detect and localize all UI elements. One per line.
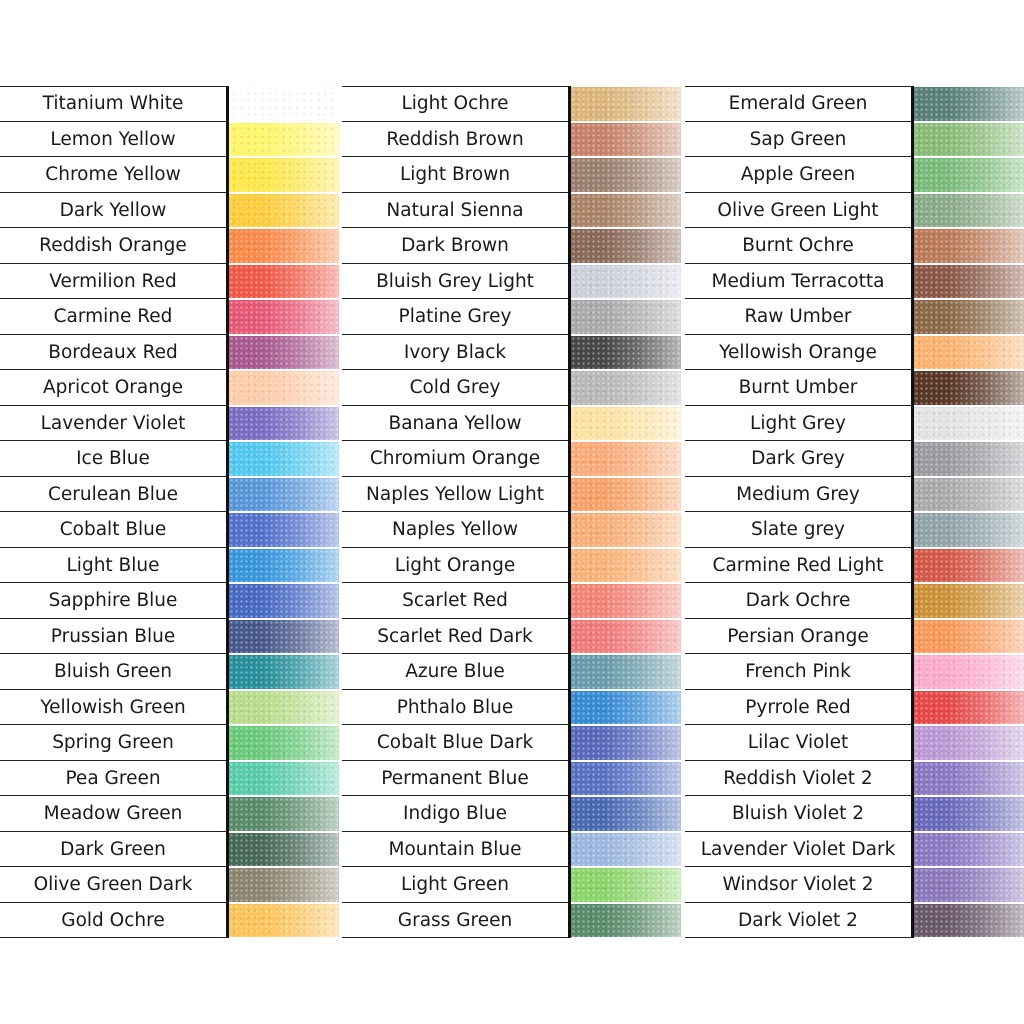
color-row <box>685 193 1024 229</box>
color-row <box>342 654 681 690</box>
color-swatch <box>571 513 681 547</box>
color-row <box>342 832 681 868</box>
color-row <box>342 122 681 158</box>
color-row <box>342 264 681 300</box>
color-swatch <box>571 229 681 263</box>
color-name: Azure Blue <box>342 654 568 690</box>
color-row <box>0 122 339 158</box>
color-name: Spring Green <box>0 725 226 761</box>
color-name: Dark Ochre <box>685 583 911 619</box>
color-swatch <box>571 123 681 157</box>
color-swatch <box>571 478 681 512</box>
color-row <box>342 477 681 513</box>
color-name: Light Grey <box>685 406 911 442</box>
color-swatch <box>229 229 339 263</box>
color-name: Lavender Violet <box>0 406 226 442</box>
color-swatch <box>914 123 1024 157</box>
color-swatch <box>914 797 1024 831</box>
color-name: Medium Grey <box>685 477 911 513</box>
color-row <box>342 725 681 761</box>
color-row <box>0 690 339 726</box>
color-swatch <box>229 549 339 583</box>
color-name: Dark Brown <box>342 228 568 264</box>
color-name: Cold Grey <box>342 370 568 406</box>
color-name: Apricot Orange <box>0 370 226 406</box>
color-name: Light Orange <box>342 548 568 584</box>
color-swatch <box>571 549 681 583</box>
color-chart <box>0 86 1024 938</box>
color-name: Natural Sienna <box>342 193 568 229</box>
color-row <box>0 903 339 939</box>
color-name: Light Brown <box>342 157 568 193</box>
color-name: Platine Grey <box>342 299 568 335</box>
color-swatch <box>914 300 1024 334</box>
color-row <box>685 299 1024 335</box>
color-swatch <box>914 513 1024 547</box>
color-swatch <box>914 620 1024 654</box>
color-swatch <box>914 833 1024 867</box>
color-swatch <box>571 300 681 334</box>
color-row <box>342 299 681 335</box>
color-row <box>685 477 1024 513</box>
color-swatch <box>914 265 1024 299</box>
color-row <box>342 370 681 406</box>
color-name: Naples Yellow <box>342 512 568 548</box>
color-swatch <box>229 904 339 938</box>
color-name: Ivory Black <box>342 335 568 371</box>
color-name: Bluish Grey Light <box>342 264 568 300</box>
color-swatch <box>571 194 681 228</box>
color-row <box>342 867 681 903</box>
color-row <box>0 335 339 371</box>
color-row <box>685 619 1024 655</box>
color-row <box>685 264 1024 300</box>
column-divider <box>226 86 229 938</box>
color-row <box>0 619 339 655</box>
color-swatch <box>914 194 1024 228</box>
color-name: Gold Ochre <box>0 903 226 939</box>
color-name: Cobalt Blue Dark <box>342 725 568 761</box>
color-swatch <box>571 265 681 299</box>
color-swatch <box>229 584 339 618</box>
color-swatch <box>229 87 339 121</box>
color-swatch <box>914 655 1024 689</box>
color-swatch <box>229 300 339 334</box>
color-swatch <box>571 833 681 867</box>
color-row <box>342 548 681 584</box>
color-row <box>0 725 339 761</box>
color-swatch <box>229 833 339 867</box>
color-swatch <box>571 584 681 618</box>
color-name: Chromium Orange <box>342 441 568 477</box>
color-row <box>0 761 339 797</box>
color-row <box>685 370 1024 406</box>
color-name: Medium Terracotta <box>685 264 911 300</box>
color-swatch <box>571 797 681 831</box>
color-swatch <box>571 371 681 405</box>
color-name: Windsor Violet 2 <box>685 867 911 903</box>
color-swatch <box>914 726 1024 760</box>
color-swatch <box>571 868 681 902</box>
color-row <box>342 761 681 797</box>
column-divider <box>568 86 571 938</box>
color-swatch <box>229 691 339 725</box>
color-swatch <box>229 655 339 689</box>
color-name: Sapphire Blue <box>0 583 226 619</box>
color-name: Prussian Blue <box>0 619 226 655</box>
color-swatch <box>229 620 339 654</box>
color-name: Reddish Brown <box>342 122 568 158</box>
color-name: Dark Grey <box>685 441 911 477</box>
column-divider <box>911 86 914 938</box>
color-swatch <box>571 762 681 796</box>
color-swatch <box>914 158 1024 192</box>
color-row <box>685 725 1024 761</box>
color-swatch <box>571 336 681 370</box>
color-swatch <box>914 691 1024 725</box>
color-swatch <box>229 194 339 228</box>
color-name: Pea Green <box>0 761 226 797</box>
color-name: Olive Green Light <box>685 193 911 229</box>
color-row <box>685 441 1024 477</box>
color-row <box>0 796 339 832</box>
color-row <box>0 512 339 548</box>
color-name: Light Ochre <box>342 86 568 122</box>
color-row <box>0 157 339 193</box>
color-name: Olive Green Dark <box>0 867 226 903</box>
color-name: Permanent Blue <box>342 761 568 797</box>
color-name: Reddish Violet 2 <box>685 761 911 797</box>
color-row <box>342 86 681 122</box>
color-swatch <box>914 478 1024 512</box>
color-row <box>685 86 1024 122</box>
color-swatch <box>914 549 1024 583</box>
color-swatch <box>571 904 681 938</box>
color-swatch <box>229 158 339 192</box>
color-name: Persian Orange <box>685 619 911 655</box>
color-name: Apple Green <box>685 157 911 193</box>
color-name: Lemon Yellow <box>0 122 226 158</box>
color-name: Burnt Umber <box>685 370 911 406</box>
color-row <box>685 654 1024 690</box>
color-row <box>342 619 681 655</box>
color-swatch <box>914 762 1024 796</box>
color-name: Chrome Yellow <box>0 157 226 193</box>
color-name: Dark Green <box>0 832 226 868</box>
color-name: Dark Violet 2 <box>685 903 911 939</box>
color-name: Indigo Blue <box>342 796 568 832</box>
color-name: Bluish Green <box>0 654 226 690</box>
color-row <box>0 370 339 406</box>
color-swatch <box>229 123 339 157</box>
color-swatch <box>229 336 339 370</box>
color-row <box>0 264 339 300</box>
color-swatch <box>571 87 681 121</box>
color-row <box>0 548 339 584</box>
color-name: Carmine Red <box>0 299 226 335</box>
color-row <box>685 122 1024 158</box>
color-swatch <box>914 87 1024 121</box>
color-name: Reddish Orange <box>0 228 226 264</box>
color-name: Sap Green <box>685 122 911 158</box>
color-row <box>342 583 681 619</box>
color-row <box>685 512 1024 548</box>
color-row <box>342 193 681 229</box>
color-swatch <box>571 691 681 725</box>
color-swatch <box>914 868 1024 902</box>
color-row <box>685 228 1024 264</box>
color-swatch <box>229 868 339 902</box>
color-row <box>0 867 339 903</box>
color-swatch <box>571 655 681 689</box>
color-name: Yellowish Green <box>0 690 226 726</box>
color-swatch <box>571 158 681 192</box>
color-row <box>685 548 1024 584</box>
color-row <box>342 441 681 477</box>
color-row <box>685 406 1024 442</box>
color-row <box>342 157 681 193</box>
color-row <box>342 335 681 371</box>
color-name: Mountain Blue <box>342 832 568 868</box>
color-name: French Pink <box>685 654 911 690</box>
color-row <box>685 832 1024 868</box>
color-swatch <box>229 513 339 547</box>
color-row <box>342 406 681 442</box>
color-row <box>685 583 1024 619</box>
color-name: Cobalt Blue <box>0 512 226 548</box>
color-row <box>342 512 681 548</box>
color-row <box>0 583 339 619</box>
color-row <box>685 903 1024 939</box>
color-name: Banana Yellow <box>342 406 568 442</box>
color-name: Slate grey <box>685 512 911 548</box>
color-row <box>685 335 1024 371</box>
color-swatch <box>914 407 1024 441</box>
color-row <box>0 441 339 477</box>
color-name: Light Blue <box>0 548 226 584</box>
color-name: Naples Yellow Light <box>342 477 568 513</box>
color-row <box>0 654 339 690</box>
color-row <box>685 761 1024 797</box>
color-swatch <box>229 265 339 299</box>
color-swatch <box>914 371 1024 405</box>
color-swatch <box>571 620 681 654</box>
color-swatch <box>914 584 1024 618</box>
color-name: Grass Green <box>342 903 568 939</box>
color-name: Carmine Red Light <box>685 548 911 584</box>
color-row <box>342 228 681 264</box>
color-name: Burnt Ochre <box>685 228 911 264</box>
color-row <box>0 832 339 868</box>
color-name: Raw Umber <box>685 299 911 335</box>
color-name: Vermilion Red <box>0 264 226 300</box>
color-swatch <box>229 442 339 476</box>
color-row <box>685 867 1024 903</box>
color-name: Lilac Violet <box>685 725 911 761</box>
color-name: Emerald Green <box>685 86 911 122</box>
color-name: Phthalo Blue <box>342 690 568 726</box>
color-name: Scarlet Red <box>342 583 568 619</box>
color-name: Lavender Violet Dark <box>685 832 911 868</box>
color-row <box>342 903 681 939</box>
color-row <box>0 193 339 229</box>
color-row <box>685 690 1024 726</box>
color-swatch <box>914 904 1024 938</box>
color-swatch <box>229 407 339 441</box>
color-swatch <box>229 726 339 760</box>
color-name: Titanium White <box>0 86 226 122</box>
color-name: Yellowish Orange <box>685 335 911 371</box>
color-name: Cerulean Blue <box>0 477 226 513</box>
color-name: Ice Blue <box>0 441 226 477</box>
color-row <box>342 690 681 726</box>
color-swatch <box>571 407 681 441</box>
color-swatch <box>914 442 1024 476</box>
color-swatch <box>229 478 339 512</box>
color-row <box>0 228 339 264</box>
color-swatch <box>229 762 339 796</box>
color-row <box>0 86 339 122</box>
color-name: Bordeaux Red <box>0 335 226 371</box>
color-row <box>685 157 1024 193</box>
color-row <box>0 477 339 513</box>
color-swatch <box>571 442 681 476</box>
color-row <box>685 796 1024 832</box>
color-name: Bluish Violet 2 <box>685 796 911 832</box>
color-swatch <box>571 726 681 760</box>
color-name: Scarlet Red Dark <box>342 619 568 655</box>
color-row <box>0 299 339 335</box>
color-name: Meadow Green <box>0 796 226 832</box>
color-row <box>0 406 339 442</box>
color-name: Pyrrole Red <box>685 690 911 726</box>
color-swatch <box>229 371 339 405</box>
color-swatch <box>229 797 339 831</box>
color-swatch <box>914 229 1024 263</box>
color-name: Dark Yellow <box>0 193 226 229</box>
color-row <box>342 796 681 832</box>
color-swatch <box>914 336 1024 370</box>
color-name: Light Green <box>342 867 568 903</box>
